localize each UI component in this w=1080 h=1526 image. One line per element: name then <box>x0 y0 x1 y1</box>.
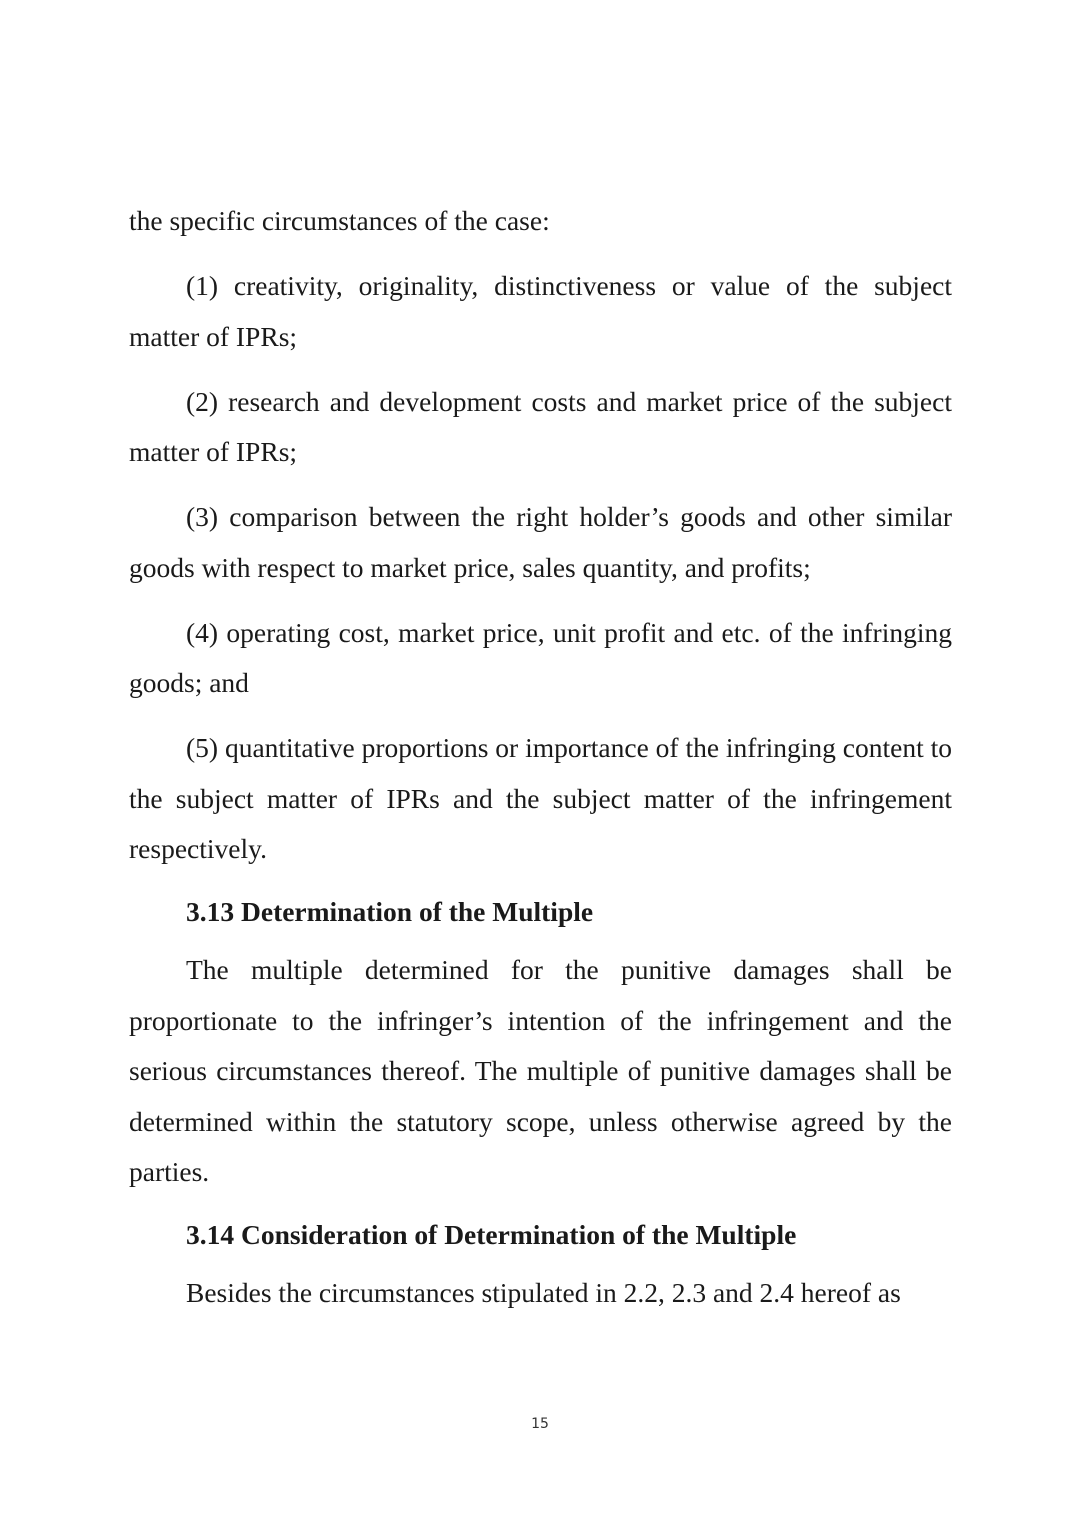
list-item-4: (4) operating cost, market price, unit profit and etc. of the infringing goods; and <box>129 616 952 698</box>
section-body-3-14: Besides the circumstances stipulated in 2.2, 2.3 and 2.4 hereof as <box>186 1277 901 1308</box>
list-item-5: (5) quantitative proportions or importance of the infringing content to the subject matter of IPRs and the subject matter of the infringement respectively. <box>129 732 952 864</box>
page-number: 15 <box>531 1416 549 1432</box>
intro-paragraph: the specific circumstances of the case: <box>129 205 550 236</box>
page-content <box>129 196 952 1319</box>
list-item-1: (1) creativity, originality, distinctiveness or value of the subject matter of IPRs; <box>129 270 952 352</box>
section-body-3-13: The multiple determined for the punitive damages shall be proportionate to the infringer’s intention of the infringement and the serious circumstances thereof. The multiple of punitive damages shall be determined within the statutory scope, unless otherwise agreed by the parties. <box>129 954 952 1187</box>
list-item-3: (3) comparison between the right holder’s goods and other similar goods with respect to market price, sales quantity, and profits; <box>129 501 952 583</box>
list-item-2: (2) research and development costs and market price of the subject matter of IPRs; <box>129 385 952 467</box>
section-heading-3-13: 3.13 Determination of the Multiple <box>186 895 594 927</box>
section-heading-3-14: 3.14 Consideration of Determination of the Multiple <box>186 1218 797 1250</box>
